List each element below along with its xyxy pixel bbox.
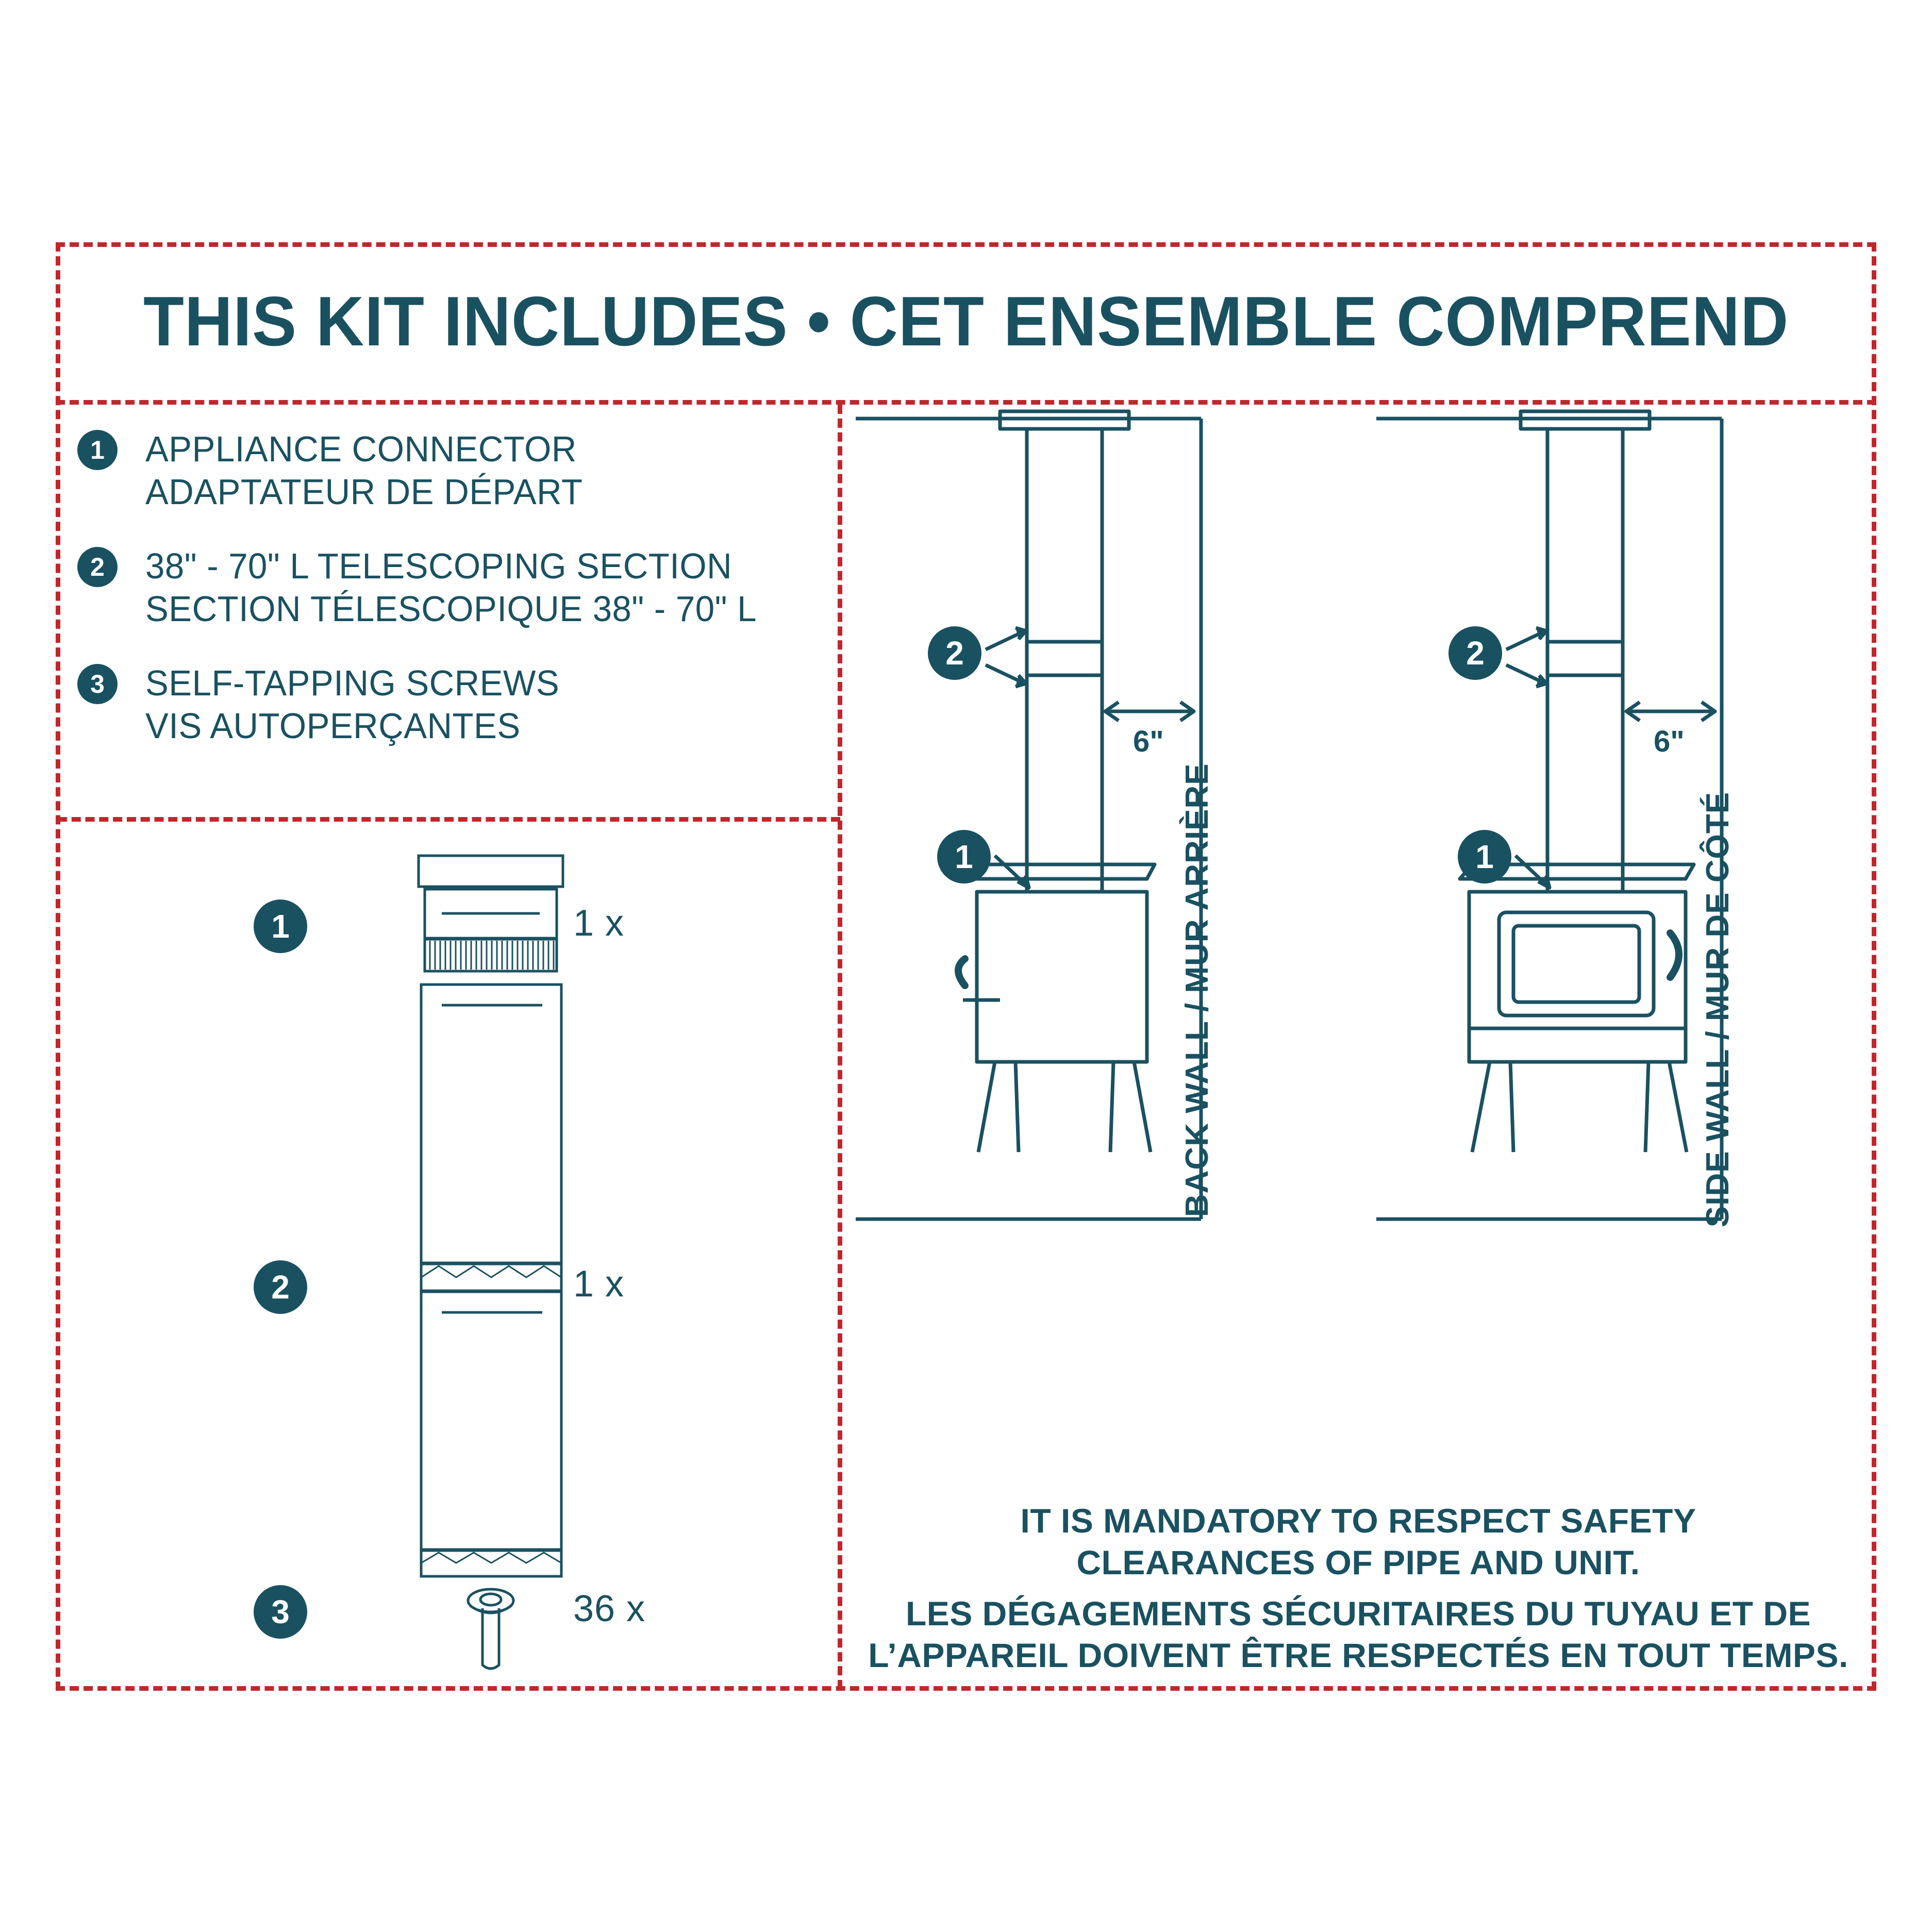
title-band xyxy=(56,242,1876,405)
safety-notice-en-line1: IT IS MANDATORY TO RESPECT SAFETY xyxy=(1020,1502,1696,1540)
wall-label-back: BACK WALL / MUR ARRIÈRE xyxy=(1179,763,1215,1217)
legend-item-2-label-fr: SECTION TÉLESCOPIQUE 38" - 70" L xyxy=(145,588,757,629)
callout-badge-back-pipe: 2 xyxy=(928,626,981,680)
appliance-connector-icon xyxy=(419,856,563,971)
page-title: THIS KIT INCLUDES • CET ENSEMBLE COMPREND xyxy=(143,282,1789,360)
safety-notice-en xyxy=(845,1500,1871,1583)
part-badge-1: 1 xyxy=(254,900,307,953)
safety-notice-fr-line1: LES DÉGAGEMENTS SÉCURITAIRES DU TUYAU ET DE xyxy=(905,1594,1811,1633)
legend-item-1-label-en: APPLIANCE CONNECTOR xyxy=(145,429,577,469)
legend-item-3 xyxy=(77,662,820,747)
callout-badge-side-connector: 1 xyxy=(1458,830,1511,884)
back-wall-view xyxy=(856,411,1201,1219)
kit-legend-list xyxy=(77,428,820,779)
safety-notice-fr xyxy=(845,1593,1871,1676)
telescoping-section-icon xyxy=(421,985,561,1576)
legend-badge-2: 2 xyxy=(77,547,118,587)
callout-badge-back-connector: 1 xyxy=(937,830,991,884)
part-quantity-3: 36 x xyxy=(573,1588,646,1629)
legend-badge-1: 1 xyxy=(77,430,118,470)
parts-list xyxy=(58,825,840,1691)
horizontal-dashed-divider xyxy=(58,817,840,822)
part-badge-3: 3 xyxy=(254,1585,307,1639)
part-quantity-1: 1 x xyxy=(573,903,625,944)
legend-item-1-label-fr: ADAPTATEUR DE DÉPART xyxy=(145,471,583,512)
legend-item-3-label-fr: VIS AUTOPERÇANTES xyxy=(145,705,521,746)
self-tapping-screw-icon xyxy=(468,1589,513,1669)
legend-item-3-label-en: SELF-TAPPING SCREWS xyxy=(145,663,560,704)
installation-diagrams xyxy=(845,407,1871,1691)
part-quantity-2: 1 x xyxy=(573,1263,625,1305)
safety-notice-en-line2: CLEARANCES OF PIPE AND UNIT. xyxy=(1076,1543,1640,1581)
clearance-label-side: 6" xyxy=(1654,725,1685,758)
side-wall-view xyxy=(1376,411,1722,1219)
callout-badge-side-pipe: 2 xyxy=(1448,626,1502,680)
safety-notice-fr-line2: L’APPAREIL DOIVENT ÊTRE RESPECTÉS EN TOUT TEMPS. xyxy=(868,1636,1848,1674)
parts-illustrations xyxy=(58,825,840,1691)
legend-item-1 xyxy=(77,428,820,513)
clearance-label-back: 6" xyxy=(1133,725,1164,758)
legend-badge-3: 3 xyxy=(77,664,118,704)
part-badge-2: 2 xyxy=(254,1260,307,1314)
wall-label-side: SIDE WALL / MUR DE CÔTÉ xyxy=(1700,791,1736,1227)
legend-item-2 xyxy=(77,545,820,630)
legend-item-2-label-en: 38" - 70" L TELESCOPING SECTION xyxy=(145,546,732,587)
